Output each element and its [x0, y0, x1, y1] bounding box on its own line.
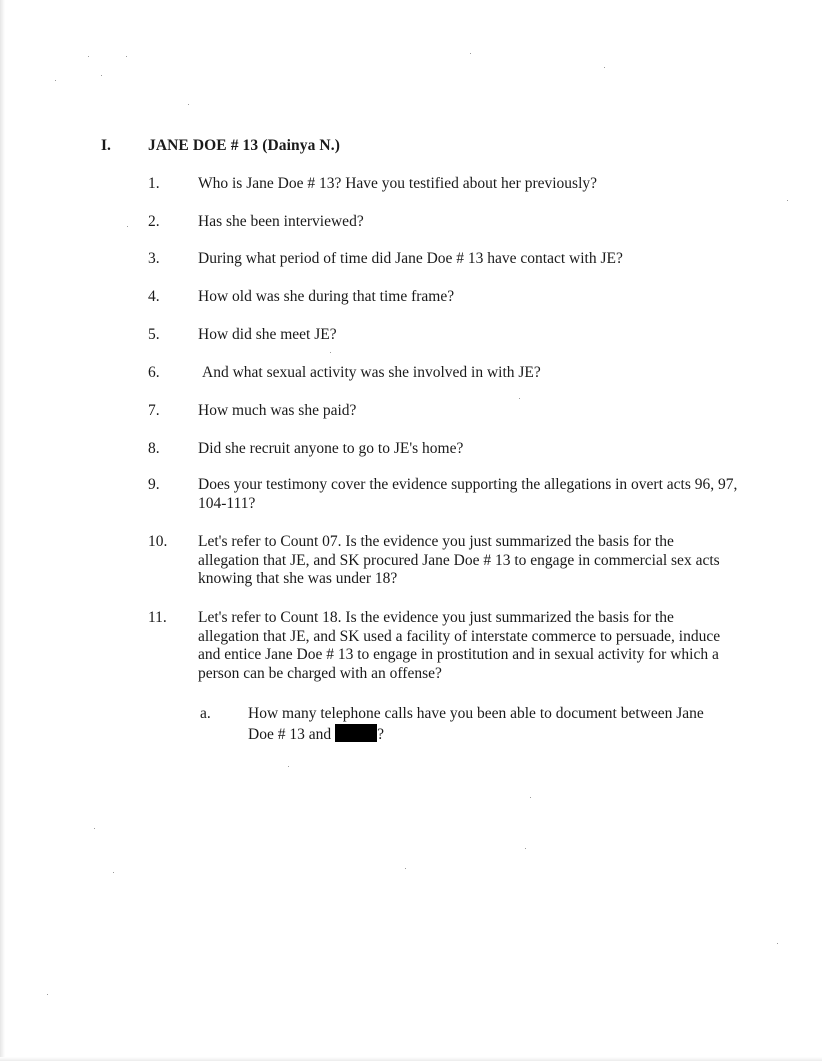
section-number: I.	[101, 137, 111, 154]
scan-speck	[126, 56, 127, 57]
scan-speck	[94, 828, 95, 829]
scan-bottom-shadow	[0, 1057, 822, 1061]
question-number: 9.	[148, 476, 160, 493]
question-text: And what sexual activity was she involved in with JE?	[202, 364, 541, 381]
question-number: 8.	[148, 440, 160, 457]
question-number: 2.	[148, 213, 160, 230]
question-text: How did she meet JE?	[198, 326, 337, 343]
question-number: 4.	[148, 288, 160, 305]
scan-speck	[101, 75, 102, 76]
subquestion-text-before: How many telephone calls have you been able to document between Jane Doe # 13 and	[248, 705, 704, 743]
question-text: Let's refer to Count 07. Is the evidence you just summarized the basis for the allegation that JE, and SK procured Jane Doe # 13 to engage in commercial sex acts knowing that she was under 18?	[198, 533, 720, 587]
question-number: 7.	[148, 402, 160, 419]
question-number: 11.	[148, 609, 167, 626]
scan-speck	[330, 352, 331, 353]
scan-speck	[787, 200, 788, 201]
question-text: How much was she paid?	[198, 402, 357, 419]
question-number: 1.	[148, 175, 160, 192]
scan-speck	[47, 994, 48, 995]
scan-speck	[55, 80, 56, 81]
scan-speck	[604, 67, 605, 68]
question-text: How old was she during that time frame?	[198, 288, 455, 305]
scan-speck	[288, 766, 289, 767]
subquestion-letter: a.	[200, 705, 211, 722]
question-text: Let's refer to Count 18. Is the evidence you just summarized the basis for the allegation that JE, and SK used a facility of interstate commerce to persuade, induce and entice Jane Doe # 13 to engage in prostitution and in sexual activity for which a person can be charged with an offense?	[198, 609, 721, 682]
scan-speck	[88, 56, 89, 57]
question-text: Has she been interviewed?	[198, 213, 364, 230]
question-number: 5.	[148, 326, 160, 343]
question-number: 10.	[148, 533, 168, 550]
scan-speck	[519, 398, 520, 399]
scan-speck	[188, 104, 189, 105]
scan-speck	[470, 53, 471, 54]
question-text: Does your testimony cover the evidence supporting the allegations in overt acts 96, 97, 104-111?	[198, 476, 738, 512]
scan-speck	[525, 848, 526, 849]
question-text: During what period of time did Jane Doe # 13 have contact with JE?	[198, 250, 623, 267]
scan-edge-shadow	[0, 0, 5, 1061]
scan-speck	[530, 797, 531, 798]
section-title: JANE DOE # 13 (Dainya N.)	[148, 137, 340, 154]
question-text: Did she recruit anyone to go to JE's home?	[198, 440, 464, 457]
scan-speck	[777, 943, 778, 944]
subquestion-text-after: ?	[377, 725, 384, 743]
scan-speck	[113, 872, 114, 873]
question-text: Who is Jane Doe # 13? Have you testified about her previously?	[198, 175, 598, 192]
question-number: 3.	[148, 250, 160, 267]
scan-speck	[405, 868, 406, 869]
question-number: 6.	[148, 364, 160, 381]
scan-speck	[127, 226, 128, 227]
redaction-block	[335, 724, 377, 742]
subquestion-text	[248, 705, 728, 744]
